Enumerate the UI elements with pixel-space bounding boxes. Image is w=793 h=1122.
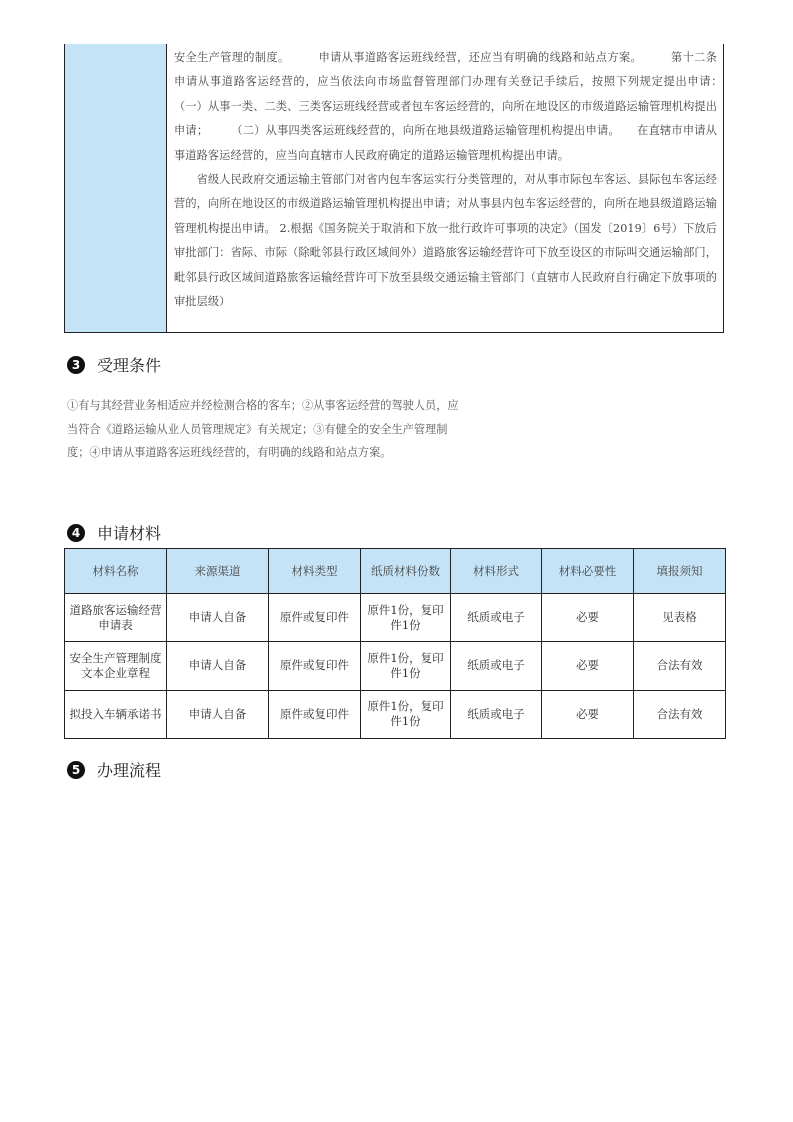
table-cell: 道路旅客运输经营申请表	[65, 594, 167, 642]
section-materials-heading	[67, 521, 161, 544]
materials-table	[64, 548, 726, 739]
table-cell: 合法有效	[634, 690, 726, 738]
legal-basis-table	[64, 44, 751, 333]
table-cell: 必要	[542, 690, 634, 738]
table-cell: 必要	[542, 594, 634, 642]
table-cell: 见表格	[634, 594, 726, 642]
basis-label-cell	[65, 44, 167, 332]
table-cell: 原件1份，复印件1份	[361, 594, 451, 642]
acceptance-conditions-text: ①有与其经营业务相适应并经检测合格的客车；②从事客运经营的驾驶人员，应当符合《道路运输从业人员管理规定》有关规定；③有健全的安全生产管理制度；④申请从事道路客运班线经营的，有明确的线路和站点方案。	[67, 399, 459, 460]
table-cell: 安全生产管理制度文本企业章程	[65, 642, 167, 690]
table-cell: 原件或复印件	[269, 594, 361, 642]
column-header: 材料形式	[451, 549, 542, 594]
table-cell: 原件1份，复印件1份	[361, 690, 451, 738]
section-acceptance-heading	[67, 353, 161, 376]
column-header: 填报须知	[634, 549, 726, 594]
table-cell: 纸质或电子	[451, 642, 542, 690]
section-title: 申请材料	[97, 524, 162, 543]
column-header: 材料名称	[65, 549, 167, 594]
table-cell: 纸质或电子	[451, 690, 542, 738]
table-cell: 原件或复印件	[269, 690, 361, 738]
column-header: 纸质材料份数	[361, 549, 451, 594]
basis-paragraph-1: 安全生产管理的制度。 申请从事道路客运班线经营，还应当有明确的线路和站点方案。 第十二条 申请从事道路客运经营的，应当依法向市场监督管理部门办理有关登记手续后，按照下列规定提出申请： （一）从事一类、二类、三类客运班线经营或者包车客运经营的，向所在地设区的市级道路运输管理机构提出申请； （二）从事四类客运班线经营的，向所在地县级道路运输管理机构提出申请。 在直辖市申请从事道路客运经营的，应当向直辖市人民政府确定的道路运输管理机构提出申请。	[174, 51, 751, 162]
table-row	[65, 690, 726, 738]
table-cell: 必要	[542, 642, 634, 690]
column-header: 来源渠道	[167, 549, 269, 594]
table-cell: 拟投入车辆承诺书	[65, 690, 167, 738]
section-number-badge: 3	[67, 356, 85, 374]
section-title: 受理条件	[97, 356, 162, 375]
section-number-badge: 5	[67, 761, 85, 779]
table-cell: 合法有效	[634, 642, 726, 690]
section-number-badge: 4	[67, 524, 85, 542]
table-cell: 申请人自备	[167, 642, 269, 690]
table-header-row	[65, 549, 726, 594]
column-header: 材料类型	[269, 549, 361, 594]
table-cell: 原件1份，复印件1份	[361, 642, 451, 690]
basis-paragraph-2: 省级人民政府交通运输主管部门对省内包车客运实行分类管理的，对从事市际包车客运、县际包车客运经营的，向所在地设区的市级道路运输管理机构提出申请；对从事县内包车客运经营的，向所在地县级道路运输管理机构提出申请。 2.根据《国务院关于取消和下放一批行政许可事项的决定》（国发〔2019〕6号）下放后审批部门：省际、市际（除毗邻县行政区域间外）道路旅客运输经营许可下放至设区的市际叫交通运输部门，毗邻县行政区域间道路旅客运输经营许可下放至县级交通运输主管部门（直辖市人民政府自行确定下放事项的审批层级）	[174, 173, 717, 309]
table-cell: 申请人自备	[167, 594, 269, 642]
column-header: 材料必要性	[542, 549, 634, 594]
table-cell: 申请人自备	[167, 690, 269, 738]
section-title: 办理流程	[97, 761, 162, 780]
table-cell: 原件或复印件	[269, 642, 361, 690]
basis-content-cell	[167, 44, 751, 332]
table-row	[65, 642, 726, 690]
section-process-heading	[67, 758, 161, 781]
table-row	[65, 594, 726, 642]
table-cell: 纸质或电子	[451, 594, 542, 642]
